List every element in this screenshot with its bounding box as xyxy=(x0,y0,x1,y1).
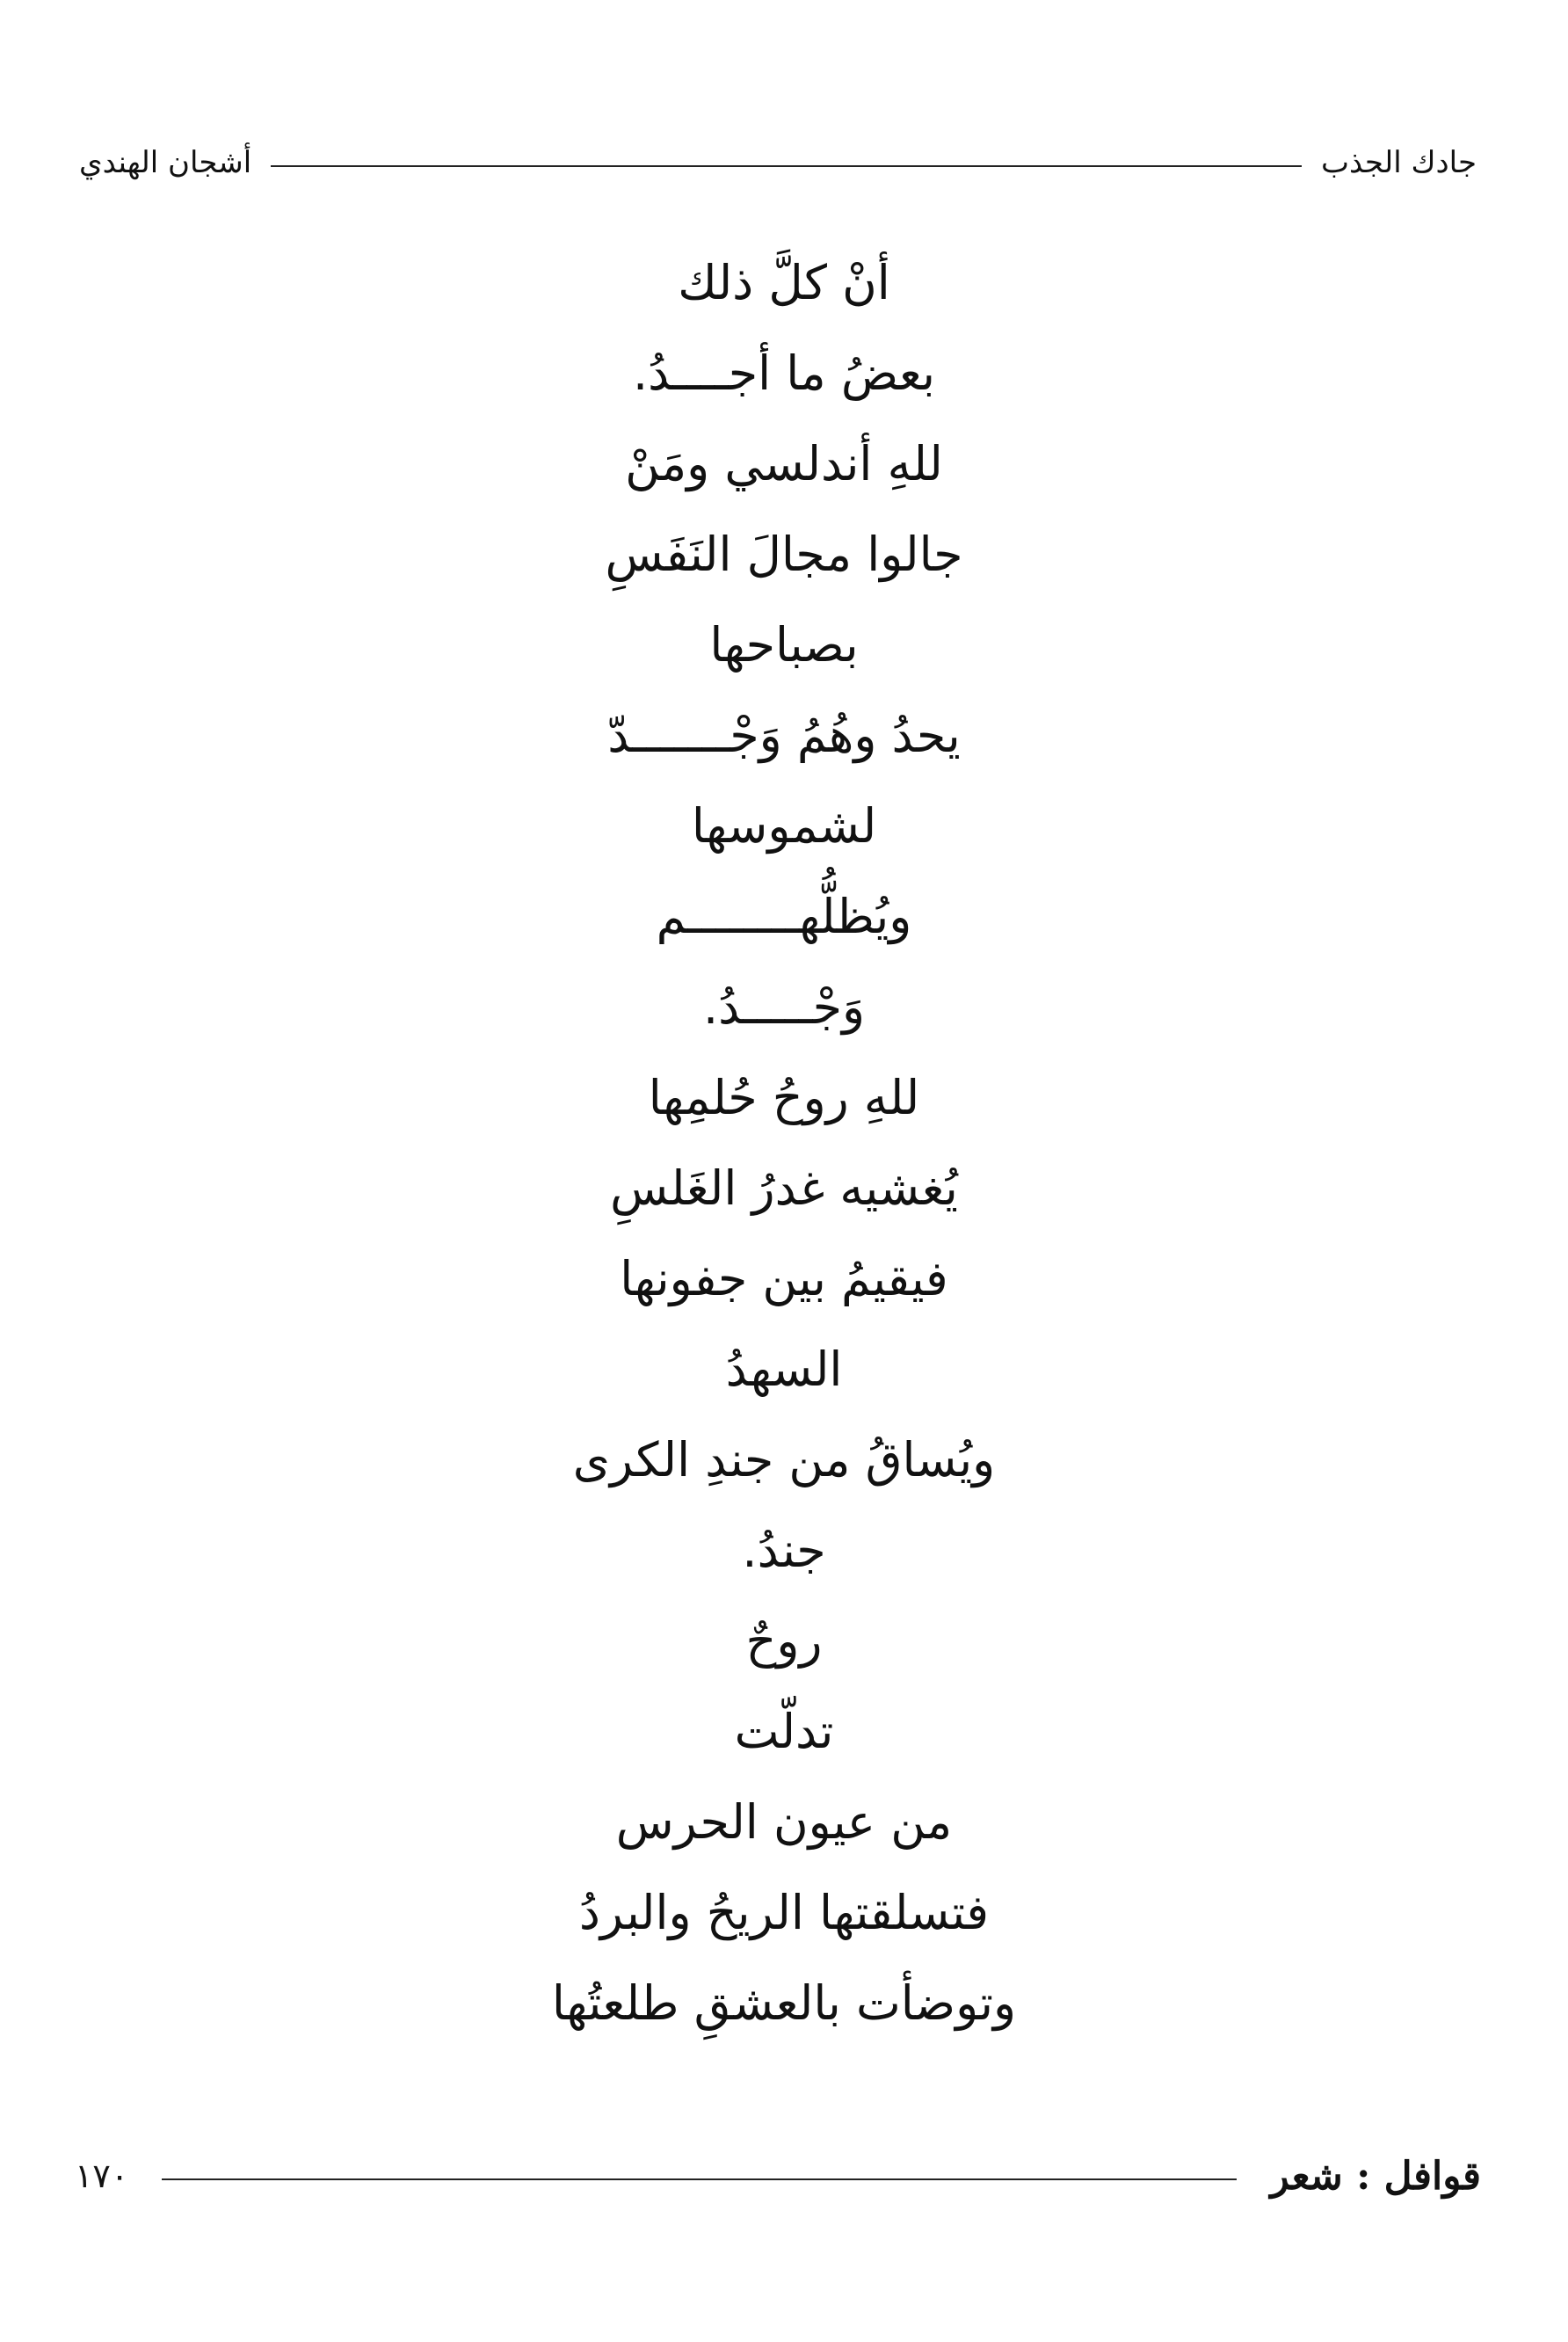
poem-line: جالوا مجالَ النَفَسِ xyxy=(605,527,963,582)
poem-line: فيقيمُ بين جفونها xyxy=(620,1251,948,1306)
poem-line: بعضُ ما أجــــدُ. xyxy=(632,345,936,401)
poem-title: جادك الجذب xyxy=(1321,145,1477,180)
series-label: قوافل : شعر xyxy=(1270,2153,1481,2199)
running-footer xyxy=(75,2145,1481,2207)
poem-line: للهِ روحُ حُلمِها xyxy=(648,1070,920,1125)
poem-line: وَجْـــــدُ. xyxy=(702,979,866,1035)
poem-line: فتسلقتها الريحُ والبردُ xyxy=(578,1885,990,1940)
poem-line: ويُظلُّهــــــــم xyxy=(656,889,912,944)
poem-line: روحٌ xyxy=(745,1613,823,1669)
poem-line: يحدُ وهُمُ وَجْـــــــدّ xyxy=(607,708,961,763)
poem-line: للهِ أندلسي ومَنْ xyxy=(625,436,943,491)
header-rule xyxy=(271,165,1302,167)
poem-line: ويُساقُ من جندِ الكرى xyxy=(572,1432,996,1487)
poem-body xyxy=(0,237,1568,2048)
poem-line: وتوضأت بالعشقِ طلعتُها xyxy=(551,1975,1017,2031)
poem-line: بصباحها xyxy=(709,617,859,673)
footer-rule xyxy=(162,2178,1237,2180)
running-header xyxy=(79,141,1477,185)
author-name: أشجان الهندي xyxy=(79,145,252,180)
poem-line: تدلّت xyxy=(734,1704,834,1759)
poem-line: أنْ كلَّ ذلك xyxy=(678,255,890,310)
poem-line: جندُ. xyxy=(742,1523,826,1578)
poem-line: لشموسها xyxy=(691,798,877,854)
poem-line: من عيون الحرس xyxy=(615,1794,953,1850)
page-number: ١٧٠ xyxy=(75,2157,129,2195)
poem-line: السهدُ xyxy=(725,1342,843,1397)
poem-line: يُغشيه غدرُ الغَلسِ xyxy=(610,1160,958,1216)
